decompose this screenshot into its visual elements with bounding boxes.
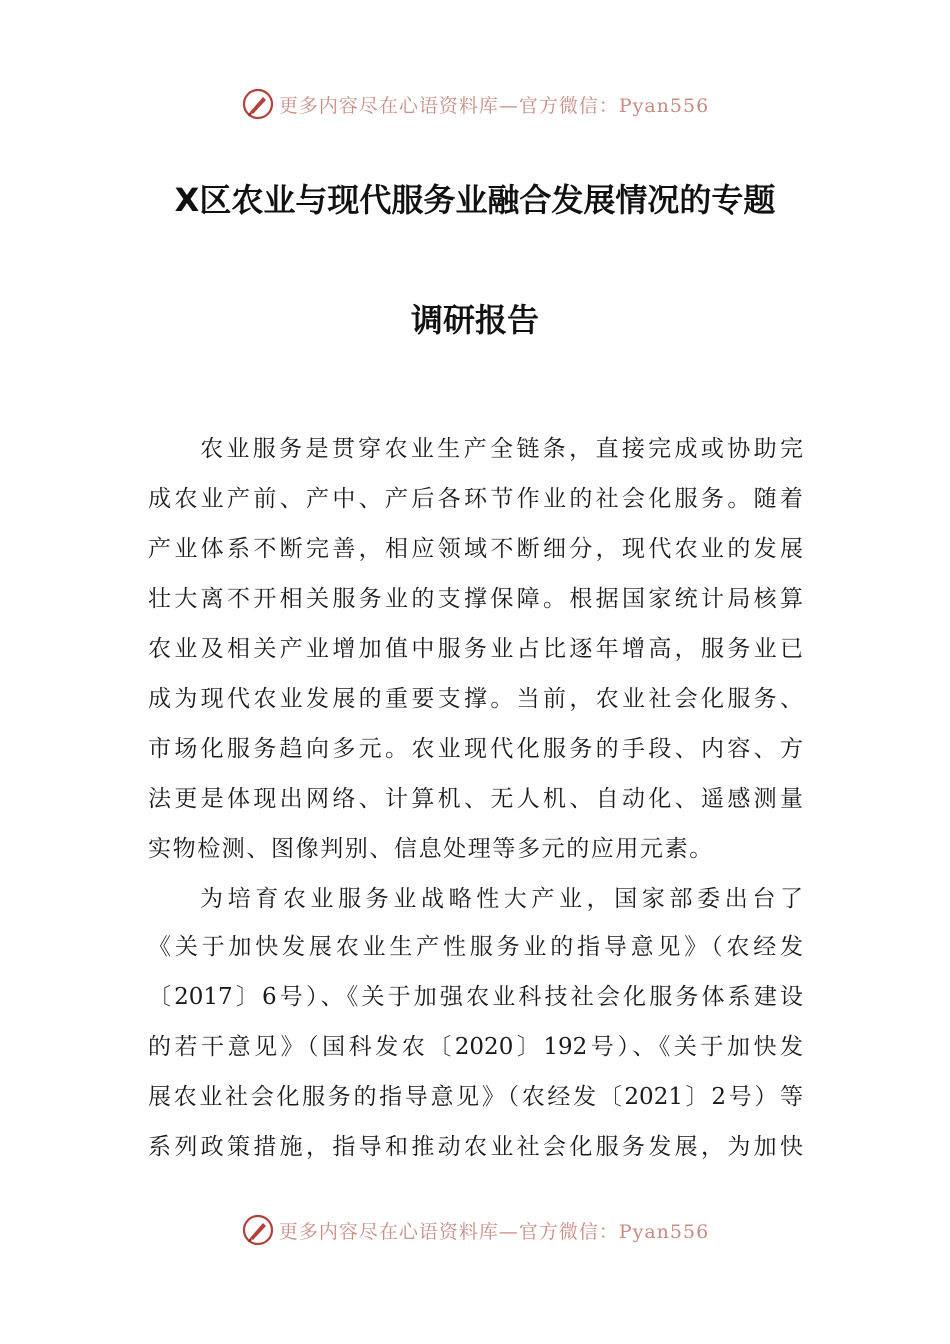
paragraph-line: 成为现代农业发展的重要支撑。当前，农业社会化服务、 <box>148 686 803 712</box>
pen-logo-icon <box>241 87 275 121</box>
paragraph-line: 《关于加快发展农业生产性服务业的指导意见》（农经发 <box>148 934 803 960</box>
paragraph-line: 市场化服务趋向多元。农业现代化服务的手段、内容、方 <box>148 736 803 762</box>
paragraph-line: 为培育农业服务业战略性大产业，国家部委出台了 <box>200 886 803 912</box>
footer-banner-text: 更多内容尽在心语资料库—官方微信：Pyan556 <box>278 1220 710 1243</box>
paragraph-line: 的若干意见》（国科发农〔2020〕192号）、《关于加快发 <box>148 1034 803 1060</box>
pen-logo-icon <box>241 1213 275 1247</box>
paragraph-line: 产业体系不断完善，相应领域不断细分，现代农业的发展 <box>148 536 803 562</box>
paragraph-line: 展农业社会化服务的指导意见》（农经发〔2021〕2号）等 <box>148 1084 803 1110</box>
document-title-line-2: 调研报告 <box>410 301 539 339</box>
paragraph-line: 实物检测、图像判别、信息处理等多元的应用元素。 <box>148 836 714 862</box>
header-banner <box>0 84 950 124</box>
paragraph-line: 农业及相关产业增加值中服务业占比逐年增高，服务业已 <box>148 636 803 662</box>
footer-banner <box>0 1210 950 1250</box>
paragraph-line: 〔2017〕6号）、《关于加强农业科技社会化服务体系建设 <box>148 984 803 1010</box>
document-title-line-1: X区农业与现代服务业融合发展情况的专题 <box>174 181 776 219</box>
header-banner-text: 更多内容尽在心语资料库—官方微信：Pyan556 <box>278 94 710 117</box>
paragraph-line: 农业服务是贯穿农业生产全链条，直接完成或协助完 <box>200 436 803 462</box>
paragraph-line: 壮大离不开相关服务业的支撑保障。根据国家统计局核算 <box>148 586 803 612</box>
paragraph-line: 成农业产前、产中、产后各环节作业的社会化服务。随着 <box>148 486 803 512</box>
paragraph-line: 系列政策措施，指导和推动农业社会化服务发展，为加快 <box>148 1134 803 1160</box>
paragraph-line: 法更是体现出网络、计算机、无人机、自动化、遥感测量 <box>148 786 803 812</box>
